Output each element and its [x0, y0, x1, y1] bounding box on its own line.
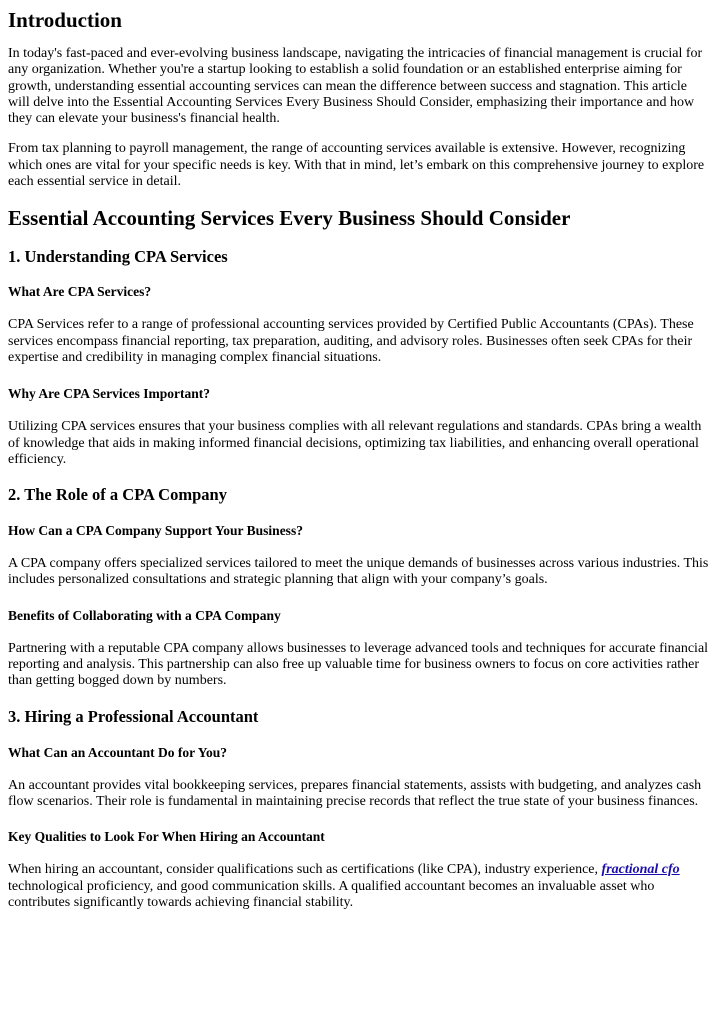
section-2-text-1: A CPA company offers specialized services tailored to meet the unique demands of businesses across various industries. This includes personalized consultations and strategic planning that align with your company’s goals.: [8, 556, 709, 588]
section-3-subheading-1: What Can an Accountant Do for You?: [8, 744, 228, 760]
section-3-heading: 3. Hiring a Professional Accountant: [8, 706, 259, 726]
fractional-cfo-link[interactable]: fractional cfo: [601, 862, 680, 878]
article: [0, 8, 720, 911]
section-1-subheading-1: What Are CPA Services?: [8, 284, 152, 300]
section-2-subheading-1: How Can a CPA Company Support Your Business?: [8, 523, 303, 539]
section-3-text-2: [8, 862, 712, 911]
section-1-text-2: Utilizing CPA services ensures that your business complies with all relevant regulations and standards. CPAs bring a wealth of knowledge that aids in making informed financial decisions, optimizing tax liabilities, and enhancing overall operational efficiency.: [8, 419, 702, 467]
section-3-text-2-before: When hiring an accountant, consider qualifications such as certifications (like CPA), industry experience,: [8, 862, 602, 878]
intro-paragraph-2: From tax planning to payroll management, the range of accounting services available is extensive. However, recognizing which ones are vital for your specific needs is key. With that in mind, let’s embark on this comprehensive journey to explore each essential service in detail.: [8, 141, 705, 190]
section-3-text-1: An accountant provides vital bookkeeping services, prepares financial statements, assists with budgeting, and analyzes cash flow scenarios. Their role is fundamental in maintaining precise records that reflect the true state of your business finances.: [8, 777, 702, 809]
main-heading: Essential Accounting Services Every Business Should Consider: [8, 206, 571, 231]
section-1-text-1: CPA Services refer to a range of professional accounting services provided by Certified Public Accountants (CPAs). These services encompass financial reporting, tax preparation, auditing, and advisory roles. Businesses often seek CPAs for their expertise and credibility in managing complex financial situations.: [8, 317, 694, 365]
section-3-subheading-2: Key Qualities to Look For When Hiring an Accountant: [8, 829, 325, 845]
section-2-text-2: Partnering with a reputable CPA company allows businesses to leverage advanced tools and techniques for accurate financial reporting and analysis. This partnership can also free up valuable time for business owners to focus on core activities rather than getting bogged down by numbers.: [8, 640, 709, 689]
section-2-subheading-2: Benefits of Collaborating with a CPA Company: [8, 607, 281, 623]
section-1-heading: 1. Understanding CPA Services: [8, 247, 228, 267]
section-2-heading: 2. The Role of a CPA Company: [8, 485, 227, 505]
section-3-text-2-after: technological proficiency, and good communication skills. A qualified accountant becomes an invaluable asset who contributes significantly towards achieving financial stability.: [8, 878, 655, 910]
intro-paragraph-1: In today's fast-paced and ever-evolving business landscape, navigating the intricacies of financial management is crucial for any organization. Whether you're a startup looking to establish a solid foundation or an established enterprise aiming for growth, understanding essential accounting services can mean the difference between success and stagnation. This article will delve into the Essential Accounting Services Every Business Should Consider, emphasizing their importance and how they can elevate your business's financial health.: [8, 46, 703, 127]
section-1-subheading-2: Why Are CPA Services Important?: [8, 386, 210, 402]
intro-heading: Introduction: [8, 8, 122, 32]
